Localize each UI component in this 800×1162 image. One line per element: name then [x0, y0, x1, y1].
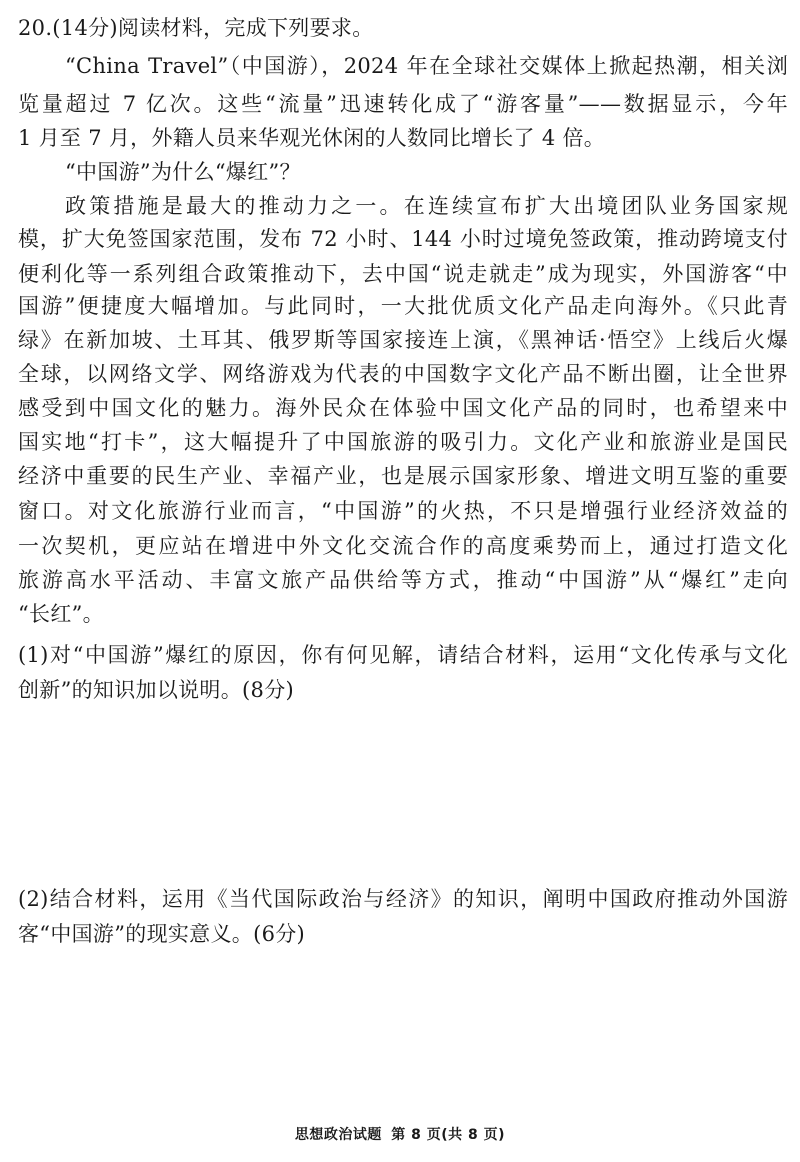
material-line: 窗口。对文化旅游行业而言，“中国游”的火热，不只是增强行业经济效益的: [18, 499, 788, 523]
material-line: “长红”。: [18, 602, 104, 626]
material-line: 旅游高水平活动、丰富文旅产品供给等方式，推动“中国游”从“爆红”走向: [18, 568, 788, 592]
page-footer: [0, 1124, 800, 1144]
material-line: 绿》在新加坡、土耳其、俄罗斯等国家接连上演，《黑神话·悟空》上线后火爆: [18, 328, 788, 352]
sub-question-1-line: (1)对“中国游”爆红的原因，你有何见解，请结合材料，运用“文化传承与文化: [18, 643, 788, 667]
material-line: 全球，以网络文学、网络游戏为代表的中国数字文化产品不断出圈，让全世界: [18, 362, 788, 386]
material-line: 览量超过 7 亿次。这些“流量”迅速转化成了“游客量”——数据显示，今年: [18, 92, 788, 116]
question-heading: 20.(14分)阅读材料，完成下列要求。: [18, 16, 374, 40]
material-subheading: “中国游”为什么“爆红”？: [65, 160, 301, 184]
material-line: 感受到中国文化的魅力。海外民众在体验中国文化产品的同时，也希望来中: [18, 396, 788, 420]
material-line: 便利化等一系列组合政策推动下，去中国“说走就走”成为现实，外国游客“中: [18, 262, 788, 286]
material-line: 1 月至 7 月，外籍人员来华观光休闲的人数同比增长了 4 倍。: [18, 126, 606, 150]
material-line: 国游”便捷度大幅增加。与此同时，一大批优质文化产品走向海外。《只此青: [18, 294, 788, 318]
sub-question-1-line: 创新”的知识加以说明。(8分): [18, 678, 294, 702]
material-line: 经济中重要的民生产业、幸福产业，也是展示国家形象、增进文明互鉴的重要: [18, 464, 788, 488]
material-line: 国实地“打卡”，这大幅提升了中国旅游的吸引力。文化产业和旅游业是国民: [18, 430, 788, 454]
material-line: 一次契机，更应站在增进中外文化交流合作的高度乘势而上，通过打造文化: [18, 534, 788, 558]
footer-subject: 思想政治试题: [294, 1127, 382, 1143]
material-line: “China Travel”（中国游），2024 年在全球社交媒体上掀起热潮，相关浏: [65, 54, 788, 78]
material-line: 政策措施是最大的推动力之一。在连续宣布扩大出境团队业务国家规: [65, 194, 788, 218]
sub-question-2-line: (2)结合材料，运用《当代国际政治与经济》的知识，阐明中国政府推动外国游: [18, 887, 788, 911]
footer-page-number: 第 8 页(共 8 页): [391, 1127, 506, 1143]
material-line: 模，扩大免签国家范围，发布 72 小时、144 小时过境免签政策，推动跨境支付: [18, 227, 788, 251]
sub-question-2-line: 客“中国游”的现实意义。(6分): [18, 922, 306, 946]
